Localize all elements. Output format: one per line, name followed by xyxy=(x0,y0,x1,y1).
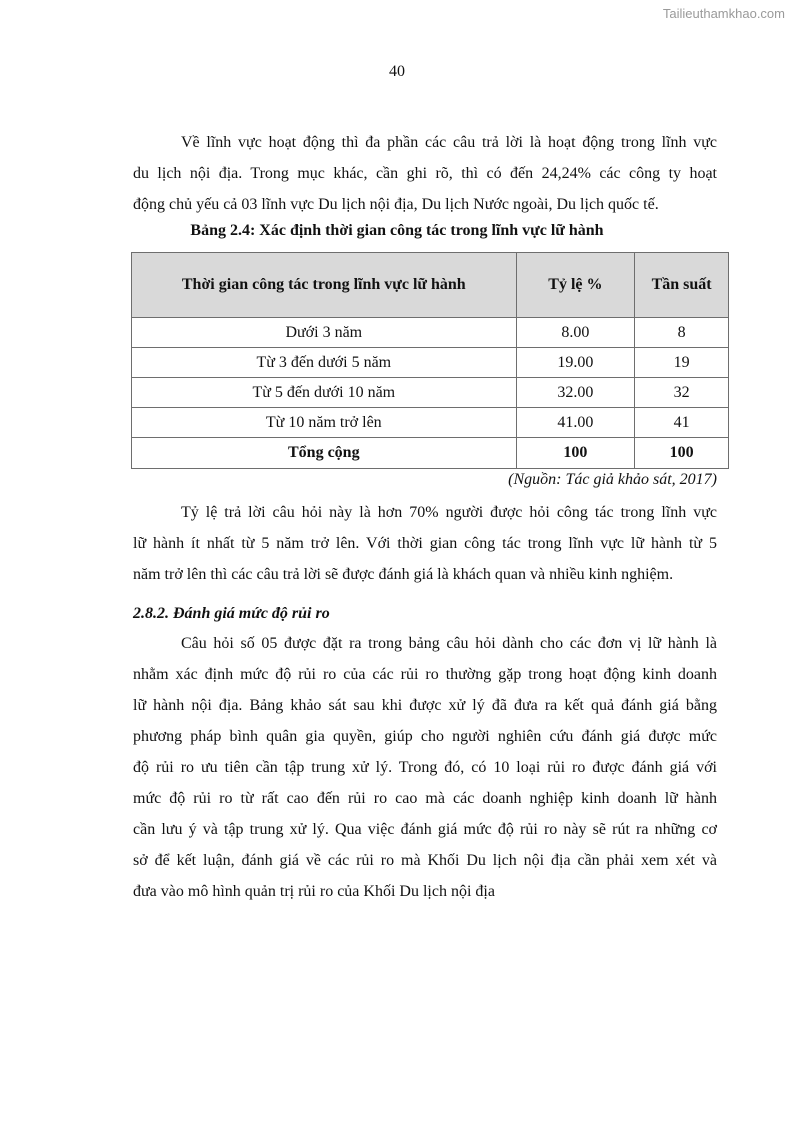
cell-frequency: 32 xyxy=(635,378,729,408)
watermark: Tailieuthamkhao.com xyxy=(662,6,785,21)
table-source: (Nguồn: Tác giả khảo sát, 2017) xyxy=(508,471,717,488)
cell-percentage: 19.00 xyxy=(516,348,635,378)
header-work-duration: Thời gian công tác trong lĩnh vực lữ hành xyxy=(132,253,517,318)
cell-frequency: 8 xyxy=(635,318,729,348)
table-total-row xyxy=(132,438,729,469)
cell-frequency: 19 xyxy=(635,348,729,378)
table-row xyxy=(132,408,729,438)
cell-percentage: 32.00 xyxy=(516,378,635,408)
cell-percentage: 41.00 xyxy=(516,408,635,438)
cell-percentage: 8.00 xyxy=(516,318,635,348)
text-line: năm trở lên thì các câu trả lời sẽ được đánh giá là khách quan và nhiều kinh nghiệm. xyxy=(133,566,674,583)
table-row xyxy=(132,318,729,348)
work-duration-table xyxy=(131,252,729,469)
text-line: lữ hành ít nhất từ 5 năm trở lên. Với thời gian công tác trong lĩnh vực lữ hành từ 5 xyxy=(133,535,717,552)
text-line: lữ hành nội địa. Bảng khảo sát sau khi được xử lý đã đưa ra kết quả đánh giá bằng xyxy=(133,697,717,714)
table-row xyxy=(132,378,729,408)
cell-duration: Từ 5 đến dưới 10 năm xyxy=(132,378,517,408)
cell-total-frequency: 100 xyxy=(635,438,729,469)
page-number: 40 xyxy=(389,63,405,80)
text-line: Câu hỏi số 05 được đặt ra trong bảng câu hỏi dành cho các đơn vị lữ hành là xyxy=(181,635,717,652)
section-heading: 2.8.2. Đánh giá mức độ rủi ro xyxy=(133,605,330,622)
header-frequency: Tần suất xyxy=(635,253,729,318)
paragraph-field-of-operation xyxy=(133,127,717,220)
table-row xyxy=(132,348,729,378)
text-line: động chủ yếu cả 03 lĩnh vực Du lịch nội địa, Du lịch Nước ngoài, Du lịch quốc tế. xyxy=(133,196,659,213)
cell-frequency: 41 xyxy=(635,408,729,438)
table-header-row xyxy=(132,253,729,318)
text-line: Tỷ lệ trả lời câu hỏi này là hơn 70% người được hỏi công tác trong lĩnh vực xyxy=(181,504,717,521)
cell-duration: Từ 10 năm trở lên xyxy=(132,408,517,438)
cell-duration: Dưới 3 năm xyxy=(132,318,517,348)
paragraph-risk-assessment xyxy=(133,628,717,907)
text-line: cần lưu ý và tập trung xử lý. Qua việc đánh giá mức độ rủi ro này sẽ rút ra những cơ xyxy=(133,821,717,838)
header-percentage: Tỷ lệ % xyxy=(516,253,635,318)
text-line: sở để kết luận, đánh giá về các rủi ro mà Khối Du lịch nội địa cần phải xem xét và xyxy=(133,852,717,869)
text-line: đưa vào mô hình quản trị rủi ro của Khối Du lịch nội địa xyxy=(133,883,495,900)
text-line: phương pháp bình quân gia quyền, giúp cho người nghiên cứu đánh giá được mức xyxy=(133,728,717,745)
cell-duration: Từ 3 đến dưới 5 năm xyxy=(132,348,517,378)
text-line: độ rủi ro ưu tiên cần tập trung xử lý. Trong đó, có 10 loại rủi ro được đánh giá với xyxy=(133,759,717,776)
text-line: mức độ rủi ro từ rất cao đến rủi ro cao mà các doanh nghiệp kinh doanh lữ hành xyxy=(133,790,717,807)
cell-total-percentage: 100 xyxy=(516,438,635,469)
text-line: nhằm xác định mức độ rủi ro của các rủi ro thường gặp trong hoạt động kinh doanh xyxy=(133,666,717,683)
table-caption: Bảng 2.4: Xác định thời gian công tác trong lĩnh vực lữ hành xyxy=(190,222,604,239)
text-line: Về lĩnh vực hoạt động thì đa phần các câu trả lời là hoạt động trong lĩnh vực xyxy=(181,134,717,151)
cell-total-label: Tổng cộng xyxy=(132,438,517,469)
text-line: du lịch nội địa. Trong mục khác, cần ghi rõ, thì có đến 24,24% các công ty hoạt xyxy=(133,165,717,182)
paragraph-response-rate xyxy=(133,497,717,590)
